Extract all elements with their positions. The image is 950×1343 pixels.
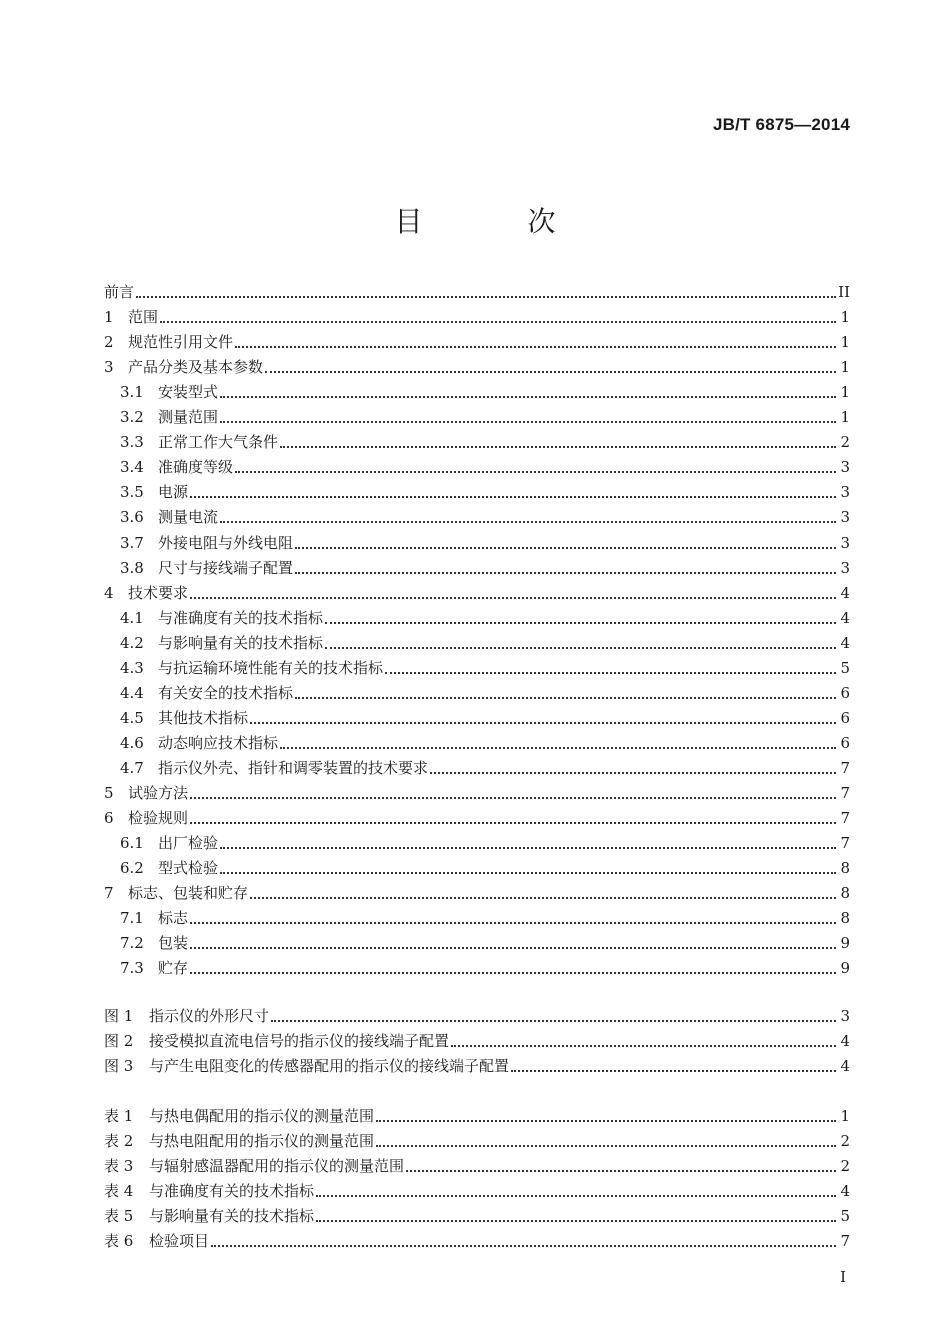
table-entry-page: 1	[840, 1107, 850, 1125]
toc-entry-page: 3	[840, 534, 850, 552]
dot-leader	[280, 747, 836, 749]
toc-entry-page: 3	[840, 458, 850, 476]
table-entry-number: 表 5	[104, 1207, 134, 1225]
dot-leader	[220, 421, 836, 423]
dot-leader	[190, 597, 836, 599]
dot-leader	[190, 797, 836, 799]
toc-entry-number: 7.3	[120, 959, 144, 977]
table-entry-label: 与热电偶配用的指示仪的测量范围	[149, 1107, 375, 1125]
dot-leader	[406, 1170, 836, 1172]
table-entry-number: 表 4	[104, 1182, 134, 1200]
figure-entry-number: 图 2	[104, 1032, 134, 1050]
toc-entry-label: 产品分类及基本参数	[128, 358, 264, 376]
toc-entry-label: 贮存	[158, 959, 189, 977]
toc-entry-number: 3.4	[120, 458, 144, 476]
toc-entry-label: 与准确度有关的技术指标	[158, 609, 324, 627]
dot-leader	[235, 346, 836, 348]
toc-entry-page: 7	[840, 834, 850, 852]
toc-entry[interactable]	[120, 430, 850, 452]
toc-entry-number: 3.3	[120, 433, 144, 451]
toc-entry-page: 6	[840, 709, 850, 727]
toc-entry-page: 1	[840, 358, 850, 376]
table-entry-label: 与热电阻配用的指示仪的测量范围	[149, 1132, 375, 1150]
toc-entry-number: 5	[104, 784, 114, 802]
toc-entry[interactable]	[104, 881, 850, 903]
toc-entry[interactable]	[120, 956, 850, 978]
dot-leader	[280, 446, 836, 448]
toc-entry[interactable]	[120, 756, 850, 778]
table-entry-page: 2	[840, 1132, 850, 1150]
table-entry-number: 表 1	[104, 1107, 134, 1125]
toc-entry-page: 1	[840, 383, 850, 401]
toc-entry-label: 包装	[158, 934, 189, 952]
page-title: 目 次	[394, 205, 604, 238]
toc-entry[interactable]	[120, 681, 850, 703]
toc-entry-label: 与影响量有关的技术指标	[158, 634, 324, 652]
dot-leader	[190, 972, 836, 974]
toc-entry-page: 7	[840, 809, 850, 827]
toc-entry[interactable]	[120, 405, 850, 427]
figure-entry-number: 图 1	[104, 1007, 134, 1025]
table-entry[interactable]	[104, 1179, 850, 1201]
dot-leader	[250, 897, 836, 899]
dot-leader	[235, 471, 836, 473]
toc-entry[interactable]	[120, 656, 850, 678]
toc-entry-number: 3.6	[120, 508, 144, 526]
dot-leader	[220, 396, 836, 398]
toc-entry[interactable]	[104, 280, 850, 302]
table-entry-number: 表 6	[104, 1232, 134, 1250]
toc-entry-number: 3.2	[120, 408, 144, 426]
figure-entry-page: 3	[840, 1007, 850, 1025]
figure-entry-label: 指示仪的外形尺寸	[149, 1007, 270, 1025]
toc-entry-page: 2	[840, 433, 850, 451]
table-entry-label: 检验项目	[149, 1232, 210, 1250]
toc-entry-number: 4	[104, 584, 114, 602]
dot-leader	[265, 371, 836, 373]
table-entry-label: 与准确度有关的技术指标	[149, 1182, 315, 1200]
toc-entry-label: 安装型式	[158, 383, 219, 401]
toc-entry-label: 技术要求	[128, 584, 189, 602]
dot-leader	[220, 872, 836, 874]
dot-leader	[316, 1220, 836, 1222]
toc-entry-number: 3	[104, 358, 114, 376]
table-entry-page: 7	[840, 1232, 850, 1250]
toc-entry-label: 测量范围	[158, 408, 219, 426]
toc-entry-label: 外接电阻与外线电阻	[158, 534, 294, 552]
figure-entry[interactable]	[104, 1054, 850, 1076]
dot-leader	[190, 496, 836, 498]
toc-entry[interactable]	[104, 330, 850, 352]
toc-entry[interactable]	[104, 781, 850, 803]
toc-entry-number: 3.8	[120, 559, 144, 577]
figure-entry[interactable]	[104, 1004, 850, 1026]
toc-entry-label: 尺寸与接线端子配置	[158, 559, 294, 577]
table-entry[interactable]	[104, 1204, 850, 1226]
toc-entry-number: 3.5	[120, 483, 144, 501]
dot-leader	[160, 321, 836, 323]
table-entry-page: 5	[840, 1207, 850, 1225]
dot-leader	[190, 822, 836, 824]
dot-leader	[325, 647, 836, 649]
table-entry-number: 表 3	[104, 1157, 134, 1175]
toc-entry-label: 动态响应技术指标	[158, 734, 279, 752]
standard-number: JB/T 6875—2014	[713, 115, 850, 134]
figure-entry-label: 接受模拟直流电信号的指示仪的接线端子配置	[149, 1032, 450, 1050]
toc-entry-number: 6.1	[120, 834, 144, 852]
toc-entry-number: 7	[104, 884, 114, 902]
toc-entry[interactable]	[120, 455, 850, 477]
toc-entry-label: 电源	[158, 483, 189, 501]
figure-entry-page: 4	[840, 1057, 850, 1075]
toc-entry[interactable]	[120, 856, 850, 878]
toc-entry-page: 6	[840, 684, 850, 702]
toc-entry-page: 1	[840, 308, 850, 326]
toc-entry[interactable]	[120, 731, 850, 753]
toc-entry-page: 3	[840, 559, 850, 577]
toc-entry-page: 8	[840, 909, 850, 927]
toc-entry-page: 4	[840, 634, 850, 652]
dot-leader	[190, 947, 836, 949]
dot-leader	[220, 847, 836, 849]
toc-entry[interactable]	[120, 606, 850, 628]
toc-entry-page: II	[838, 283, 850, 301]
toc-entry-page: 5	[840, 659, 850, 677]
toc-entry[interactable]	[120, 631, 850, 653]
toc-entry-number: 4.1	[120, 609, 144, 627]
table-entry-page: 2	[840, 1157, 850, 1175]
toc-entry-label: 其他技术指标	[158, 709, 249, 727]
toc-entry-label: 测量电流	[158, 508, 219, 526]
toc-entry-label: 标志	[158, 909, 189, 927]
dot-leader	[211, 1245, 836, 1247]
figure-entry-number: 图 3	[104, 1057, 134, 1075]
toc-entry-label: 规范性引用文件	[128, 333, 234, 351]
toc-entry[interactable]	[104, 305, 850, 327]
toc-entry-number: 6.2	[120, 859, 144, 877]
dot-leader	[376, 1120, 836, 1122]
toc-entry[interactable]	[120, 505, 850, 527]
figure-entry[interactable]	[104, 1029, 850, 1051]
table-entry-label: 与影响量有关的技术指标	[149, 1207, 315, 1225]
toc-entry-number: 4.7	[120, 759, 144, 777]
toc-entry-label: 前言	[104, 283, 135, 301]
toc-entry-page: 3	[840, 483, 850, 501]
toc-entry[interactable]	[120, 706, 850, 728]
table-entry[interactable]	[104, 1104, 850, 1126]
dot-leader	[190, 922, 836, 924]
toc-entry-label: 有关安全的技术指标	[158, 684, 294, 702]
page-number: I	[840, 1268, 846, 1286]
dot-leader	[295, 697, 836, 699]
dot-leader	[271, 1020, 836, 1022]
dot-leader	[136, 296, 836, 298]
dot-leader	[451, 1045, 836, 1047]
toc-entry-label: 检验规则	[128, 809, 189, 827]
toc-entry[interactable]	[120, 831, 850, 853]
toc-entry-page: 7	[840, 784, 850, 802]
dot-leader	[295, 572, 836, 574]
toc-entry[interactable]	[104, 581, 850, 603]
table-entry[interactable]	[104, 1154, 850, 1176]
table-entry-number: 表 2	[104, 1132, 134, 1150]
toc-entry-label: 准确度等级	[158, 458, 234, 476]
dot-leader	[250, 722, 836, 724]
toc-entry-number: 7.2	[120, 934, 144, 952]
toc-entry-number: 2	[104, 333, 114, 351]
toc-entry-number: 6	[104, 809, 114, 827]
figure-entry-label: 与产生电阻变化的传感器配用的指示仪的接线端子配置	[149, 1057, 510, 1075]
figure-entry-page: 4	[840, 1032, 850, 1050]
toc-entry-number: 4.4	[120, 684, 144, 702]
toc-entry-page: 4	[840, 609, 850, 627]
dot-leader	[325, 622, 836, 624]
toc-entry[interactable]	[120, 531, 850, 553]
dot-leader	[220, 521, 836, 523]
toc-entry[interactable]	[104, 806, 850, 828]
dot-leader	[316, 1195, 836, 1197]
dot-leader	[376, 1145, 836, 1147]
table-entry-label: 与辐射感温器配用的指示仪的测量范围	[149, 1157, 405, 1175]
toc-entry[interactable]	[120, 480, 850, 502]
toc-entry[interactable]	[120, 380, 850, 402]
toc-entry-label: 指示仪外壳、指针和调零装置的技术要求	[158, 759, 429, 777]
toc-entry-number: 4.6	[120, 734, 144, 752]
dot-leader	[385, 672, 836, 674]
dot-leader	[511, 1070, 836, 1072]
toc-entry-number: 3.7	[120, 534, 144, 552]
toc-entry-label: 范围	[128, 308, 159, 326]
toc-entry-label: 型式检验	[158, 859, 219, 877]
toc-entry-page: 1	[840, 408, 850, 426]
toc-entry-label: 标志、包装和贮存	[128, 884, 249, 902]
toc-entry[interactable]	[120, 906, 850, 928]
toc-entry-number: 7.1	[120, 909, 144, 927]
dot-leader	[430, 772, 836, 774]
toc-entry-number: 3.1	[120, 383, 144, 401]
table-entry[interactable]	[104, 1129, 850, 1151]
toc-entry-number: 4.3	[120, 659, 144, 677]
toc-entry-page: 3	[840, 508, 850, 526]
toc-entry-number: 4.5	[120, 709, 144, 727]
toc-entry[interactable]	[120, 556, 850, 578]
toc-entry-page: 9	[840, 959, 850, 977]
toc-entry-number: 1	[104, 308, 114, 326]
toc-entry-label: 试验方法	[128, 784, 189, 802]
toc-entry-label: 与抗运输环境性能有关的技术指标	[158, 659, 384, 677]
toc-entry-page: 6	[840, 734, 850, 752]
toc-entry-page: 9	[840, 934, 850, 952]
toc-entry-page: 8	[840, 884, 850, 902]
toc-entry-label: 出厂检验	[158, 834, 219, 852]
toc-entry-number: 4.2	[120, 634, 144, 652]
toc-entry-label: 正常工作大气条件	[158, 433, 279, 451]
table-entry[interactable]	[104, 1229, 850, 1251]
toc-entry[interactable]	[104, 355, 850, 377]
toc-entry-page: 1	[840, 333, 850, 351]
table-entry-page: 4	[840, 1182, 850, 1200]
dot-leader	[295, 547, 836, 549]
toc-entry[interactable]	[120, 931, 850, 953]
toc-entry-page: 8	[840, 859, 850, 877]
toc-entry-page: 7	[840, 759, 850, 777]
toc-entry-page: 4	[840, 584, 850, 602]
